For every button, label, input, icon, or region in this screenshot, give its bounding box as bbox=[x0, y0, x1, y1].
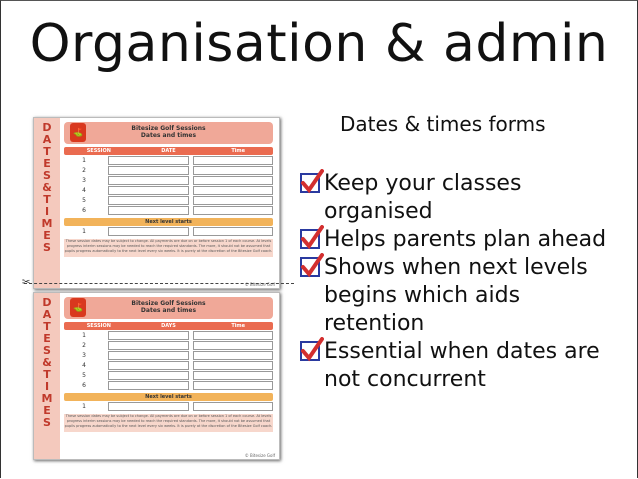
bullet-text-line: begins which aids bbox=[324, 283, 521, 308]
bullet-item bbox=[300, 170, 630, 226]
date-field[interactable] bbox=[108, 196, 189, 205]
form-row bbox=[64, 351, 273, 360]
side-letter: E bbox=[43, 157, 51, 170]
form-column-header bbox=[64, 322, 273, 330]
side-letter: D bbox=[42, 296, 52, 309]
form-body bbox=[64, 297, 273, 455]
time-field[interactable] bbox=[193, 156, 274, 165]
form-column-header bbox=[64, 147, 273, 155]
time-field[interactable] bbox=[193, 351, 274, 360]
side-letter: S bbox=[43, 416, 51, 429]
time-field[interactable] bbox=[193, 196, 274, 205]
date-field[interactable] bbox=[108, 176, 189, 185]
date-field[interactable] bbox=[108, 361, 189, 370]
checkbox-checked-icon bbox=[300, 173, 320, 193]
date-field[interactable] bbox=[108, 381, 189, 390]
row-number: 5 bbox=[82, 372, 86, 379]
form-side-strip bbox=[34, 118, 60, 288]
col-time: Time bbox=[231, 323, 246, 329]
bullet-text-line: Helps parents plan ahead bbox=[324, 227, 607, 252]
form-row bbox=[64, 331, 273, 340]
row-number: 1 bbox=[82, 228, 86, 235]
form-side-strip bbox=[34, 293, 60, 459]
time-field[interactable] bbox=[193, 331, 274, 340]
bullet-text-line: organised bbox=[324, 199, 433, 224]
row-number: 2 bbox=[82, 342, 86, 349]
form-body bbox=[64, 122, 273, 284]
checkbox-checked-icon bbox=[300, 229, 320, 249]
col-date: DAYS bbox=[161, 323, 176, 329]
row-number: 4 bbox=[82, 362, 86, 369]
checkbox-checked-icon bbox=[300, 257, 320, 277]
date-field[interactable] bbox=[108, 186, 189, 195]
col-time: Time bbox=[231, 148, 246, 154]
time-field[interactable] bbox=[193, 402, 274, 411]
fine-print: These session dates may be subject to change. All payments are due on or before session 1 of each course. At levels progress interim sessions may be needed to reach the required standards. The more, it should not be assumed that pupils progress automatically to the next level every six weeks. It is purely at the discretion of the Bitesize Golf coach. bbox=[64, 414, 273, 432]
row-number: 1 bbox=[82, 332, 86, 339]
bullet-text-line: not concurrent bbox=[324, 367, 486, 392]
date-field[interactable] bbox=[108, 156, 189, 165]
row-number: 5 bbox=[82, 197, 86, 204]
time-field[interactable] bbox=[193, 166, 274, 175]
slide-title: Organisation & admin bbox=[29, 14, 609, 74]
side-letter: S bbox=[43, 344, 51, 357]
dates-times-form-bottom bbox=[33, 292, 280, 460]
form-row bbox=[64, 361, 273, 370]
side-letter: T bbox=[43, 368, 51, 381]
form-row bbox=[64, 341, 273, 350]
side-letter: E bbox=[43, 404, 51, 417]
form-row bbox=[64, 402, 273, 411]
bullet-list bbox=[300, 170, 630, 394]
side-letter: T bbox=[43, 145, 51, 158]
form-row bbox=[64, 371, 273, 380]
row-number: 4 bbox=[82, 187, 86, 194]
side-letter: S bbox=[43, 241, 51, 254]
fine-print: These session dates may be subject to change. All payments are due on or before session 1 of each course. At levels progress interim sessions may be needed to reach the required standards. The more, it should not be assumed that pupils progress automatically to the next level every six weeks. It is purely at the discretion of the Bitesize Golf coach. bbox=[64, 239, 273, 257]
form-row bbox=[64, 186, 273, 195]
col-session: SESSION bbox=[86, 323, 111, 329]
date-field[interactable] bbox=[108, 331, 189, 340]
form-row bbox=[64, 156, 273, 165]
date-field[interactable] bbox=[108, 371, 189, 380]
date-field[interactable] bbox=[108, 227, 189, 236]
date-field[interactable] bbox=[108, 351, 189, 360]
row-number: 3 bbox=[82, 352, 86, 359]
date-field[interactable] bbox=[108, 206, 189, 215]
side-letter: S bbox=[43, 169, 51, 182]
form-header bbox=[64, 122, 273, 144]
row-number: 6 bbox=[82, 207, 86, 214]
time-field[interactable] bbox=[193, 371, 274, 380]
next-level-banner: Next level starts bbox=[64, 218, 273, 226]
time-field[interactable] bbox=[193, 381, 274, 390]
time-field[interactable] bbox=[193, 341, 274, 350]
form-header-subtitle: Dates and times bbox=[140, 307, 197, 314]
side-letter: A bbox=[42, 133, 52, 146]
row-number: 2 bbox=[82, 167, 86, 174]
side-letter: T bbox=[43, 193, 51, 206]
bullet-item bbox=[300, 254, 630, 338]
checkbox-checked-icon bbox=[300, 341, 320, 361]
cut-line bbox=[24, 283, 294, 284]
golf-logo-icon: ⛳ bbox=[70, 123, 86, 142]
form-header-subtitle: Dates and times bbox=[140, 132, 197, 139]
dates-times-form-top bbox=[33, 117, 280, 289]
form-row bbox=[64, 176, 273, 185]
row-number: 3 bbox=[82, 177, 86, 184]
bullet-text-line: retention bbox=[324, 311, 425, 336]
side-letter: E bbox=[43, 332, 51, 345]
time-field[interactable] bbox=[193, 186, 274, 195]
time-field[interactable] bbox=[193, 361, 274, 370]
time-field[interactable] bbox=[193, 206, 274, 215]
time-field[interactable] bbox=[193, 176, 274, 185]
slide-subtitle: Dates & times forms bbox=[340, 112, 546, 136]
form-row bbox=[64, 227, 273, 236]
next-level-banner: Next level starts bbox=[64, 393, 273, 401]
row-number: 1 bbox=[82, 403, 86, 410]
form-row bbox=[64, 206, 273, 215]
side-letter: E bbox=[43, 229, 51, 242]
bullet-item bbox=[300, 338, 630, 394]
bullet-text-line: Shows when next levels bbox=[324, 255, 588, 280]
side-letter: & bbox=[42, 356, 52, 369]
date-field[interactable] bbox=[108, 166, 189, 175]
form-header-title: Bitesize Golf Sessions bbox=[131, 300, 206, 307]
time-field[interactable] bbox=[193, 227, 274, 236]
date-field[interactable] bbox=[108, 402, 189, 411]
side-letter: & bbox=[42, 181, 52, 194]
bullet-text-line: Essential when dates are bbox=[324, 339, 600, 364]
row-number: 1 bbox=[82, 157, 86, 164]
side-letter: A bbox=[42, 308, 52, 321]
copyright-text: © Bitesize Golf bbox=[244, 282, 275, 287]
side-letter: I bbox=[44, 205, 50, 218]
date-field[interactable] bbox=[108, 341, 189, 350]
scissors-icon: ✂ bbox=[22, 277, 31, 288]
col-date: DATE bbox=[161, 148, 176, 154]
col-session: SESSION bbox=[86, 148, 111, 154]
form-row bbox=[64, 381, 273, 390]
bullet-item bbox=[300, 226, 630, 254]
form-row bbox=[64, 166, 273, 175]
side-letter: M bbox=[41, 392, 53, 405]
bullet-text-line: Keep your classes bbox=[324, 171, 522, 196]
copyright-text: © Bitesize Golf bbox=[244, 453, 275, 458]
side-letter: D bbox=[42, 121, 52, 134]
form-header-title: Bitesize Golf Sessions bbox=[131, 125, 206, 132]
side-letter: M bbox=[41, 217, 53, 230]
side-letter: T bbox=[43, 320, 51, 333]
row-number: 6 bbox=[82, 382, 86, 389]
form-header bbox=[64, 297, 273, 319]
golf-logo-icon: ⛳ bbox=[70, 298, 86, 317]
side-letter: I bbox=[44, 380, 50, 393]
form-row bbox=[64, 196, 273, 205]
